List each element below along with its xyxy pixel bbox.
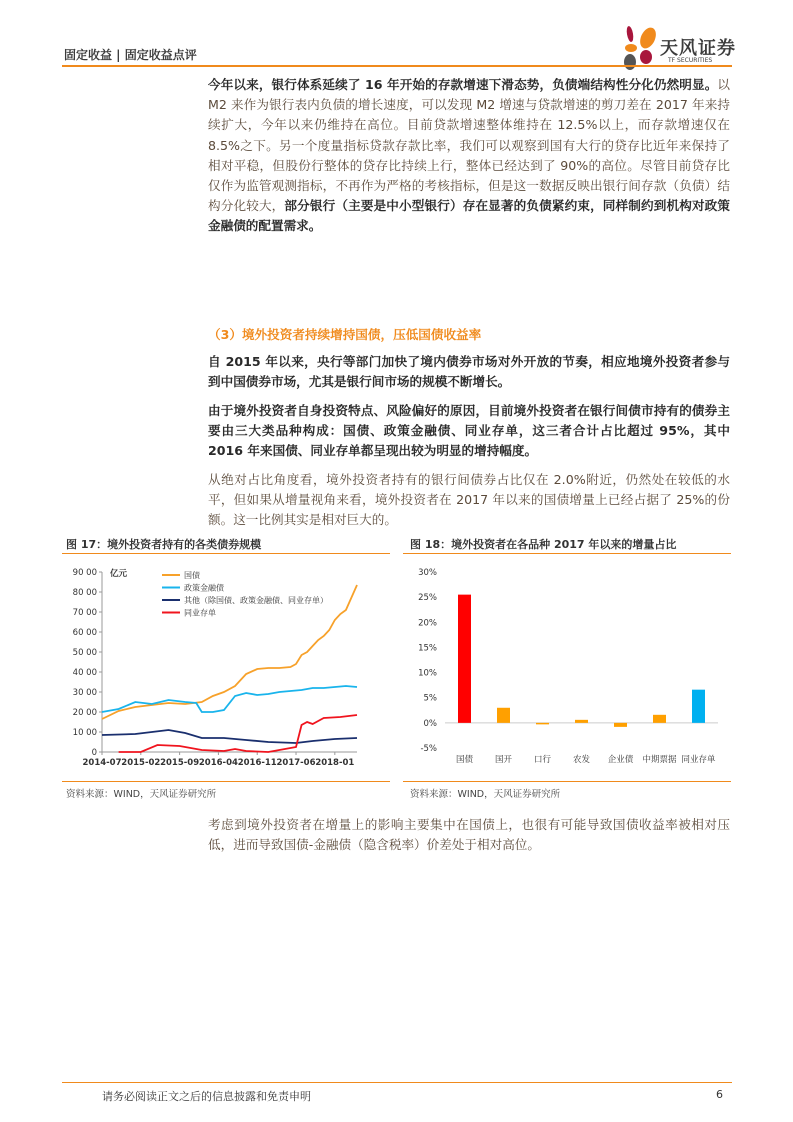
paragraph-composition: 由于境外投资者自身投资特点、风险偏好的原因，目前境外投资者在银行间债市持有的债券主要由三大类品种构成：国债、政策金融债、同业存单，这三者合计占比超过 95%，其中 2016 年来国债、同业存单都呈现出较为明显的增持幅度。 xyxy=(208,403,730,459)
paragraph-share: 从绝对占比角度看，境外投资者持有的银行间债券占比仅在 2.0%附近，仍然处在较低的水平，但如果从增量视角来看，境外投资者在 2017 年以来的国债增量上已经占据了 25%的份额。这一比例其实是相对巨大的。 xyxy=(208,472,730,528)
unit-label: 亿元 xyxy=(110,569,128,579)
series-line-3 xyxy=(119,715,357,752)
y-tick-label: 30 00 xyxy=(72,688,97,698)
section-heading: （3）境外投资者持续增持国债，压低国债收益率 xyxy=(208,327,482,342)
x-tick-label: 2017-06 xyxy=(276,758,316,768)
x-category-label: 国债 xyxy=(455,755,474,765)
bar-chart-increment-share xyxy=(403,556,731,776)
x-category-label: 同业存单 xyxy=(681,755,716,765)
x-tick-label: 2015-02 xyxy=(121,758,161,768)
chart17-source: 资料来源：WIND，天风证券研究所 xyxy=(66,789,217,800)
x-category-label: 国开 xyxy=(494,755,513,765)
series-line-2 xyxy=(102,730,357,743)
y-tick-label: 0 xyxy=(91,748,97,758)
y-tick-label: 10% xyxy=(418,668,437,679)
x-tick-label: 2014-07 xyxy=(82,758,122,768)
y-tick-label: 60 00 xyxy=(72,628,97,638)
logo-subtext: TF SECURITIES xyxy=(668,57,713,64)
bar-6 xyxy=(692,690,705,723)
series-line-0 xyxy=(102,585,357,719)
tf-securities-logo xyxy=(622,24,662,70)
y-tick-label: 50 00 xyxy=(72,648,97,658)
y-tick-label: -5% xyxy=(420,744,437,754)
legend-label: 政策金融债 xyxy=(184,583,224,593)
x-tick-label: 2016-04 xyxy=(198,758,238,768)
bar-5 xyxy=(653,715,666,723)
body-text: 以 M2 来作为银行表内负债的增长速度，可以发现 M2 增速与贷款增速的剪刀差在 2017 年来持续扩大，今年以来仍维持在高位。目前贷款增速整体维持在 12.5%以上，而存款增速仅在 8.5%之下。另一个度量指标贷款存款比率，我们可以观察到国有大行的贷存比近年来保持了相对平稳，但股份行整体的贷存比持续上行，整体已经达到了 90%的高位。尽管目前贷存比仅作为监管观测指标，不再作为严格的考核指标，但是这一数据反映出银行间存款（负债）结构分化较大， xyxy=(208,77,730,214)
x-tick-label: 2016-11 xyxy=(237,758,277,768)
paragraph-implication: 考虑到境外投资者在增量上的影响主要集中在国债上，也很有可能导致国债收益率被相对压低，进而导致国债-金融债（隐含税率）价差处于相对高位。 xyxy=(208,817,730,853)
x-category-label: 中期票据 xyxy=(642,755,677,765)
footer-divider xyxy=(62,1082,732,1083)
chart18-top-rule xyxy=(403,553,731,554)
chart18-title: 图 18：境外投资者在各品种 2017 年以来的增量占比 xyxy=(410,538,677,551)
y-tick-label: 5% xyxy=(423,693,437,704)
legend-label: 国债 xyxy=(184,571,200,580)
chart17-title: 图 17：境外投资者持有的各类债券规模 xyxy=(66,538,262,551)
x-category-label: 口行 xyxy=(533,755,552,765)
legend-label: 其他（除国债、政策金融债、同业存单） xyxy=(184,596,328,605)
header-divider xyxy=(62,65,732,67)
y-tick-label: 20 00 xyxy=(72,708,97,718)
y-tick-label: 30% xyxy=(418,568,437,578)
y-tick-label: 80 00 xyxy=(72,588,97,598)
y-tick-label: 70 00 xyxy=(72,608,97,618)
bar-4 xyxy=(614,723,627,727)
x-tick-label: 2018-01 xyxy=(315,758,355,768)
x-category-label: 企业债 xyxy=(607,755,634,765)
y-tick-label: 0% xyxy=(423,718,437,729)
bar-1 xyxy=(497,708,510,723)
chart18-bottom-rule xyxy=(403,781,731,782)
x-tick-label: 2015-09 xyxy=(160,758,200,768)
footer-disclaimer: 请务必阅读正文之后的信息披露和免责申明 xyxy=(102,1090,311,1103)
chart17-bottom-rule xyxy=(62,781,390,782)
y-tick-label: 25% xyxy=(418,593,437,604)
bold-conclusion: 部分银行（主要是中小型银行）存在显著的负债紧约束，同样制约到机构对政策金融债的配置需求。 xyxy=(208,198,731,234)
y-tick-label: 20% xyxy=(418,618,437,629)
x-category-label: 农发 xyxy=(572,755,591,765)
chart17-top-rule xyxy=(62,553,390,554)
bold-lead: 今年以来，银行体系延续了 16 年开始的存款增速下滑态势，负债端结构性分化仍然明显。 xyxy=(208,77,718,92)
bar-3 xyxy=(575,720,588,723)
y-tick-label: 10 00 xyxy=(72,728,97,738)
paragraph-deposits xyxy=(208,75,730,237)
bar-0 xyxy=(458,595,471,723)
paragraph-opening: 自 2015 年以来，央行等部门加快了境内债券市场对外开放的节奏，相应地境外投资者参与到中国债券市场，尤其是银行间市场的规模不断增长。 xyxy=(208,354,730,390)
y-tick-label: 15% xyxy=(418,643,437,654)
legend-label: 同业存单 xyxy=(184,608,216,618)
y-tick-label: 40 00 xyxy=(72,668,97,678)
chart18-source: 资料来源：WIND，天风证券研究所 xyxy=(410,789,561,800)
logo-text: 天风证券 xyxy=(660,38,736,59)
header-title: 固定收益 | 固定收益点评 xyxy=(64,48,197,62)
y-tick-label: 90 00 xyxy=(72,568,97,578)
bar-2 xyxy=(536,723,549,725)
line-chart-holdings xyxy=(62,556,390,776)
page-number: 6 xyxy=(716,1088,723,1101)
